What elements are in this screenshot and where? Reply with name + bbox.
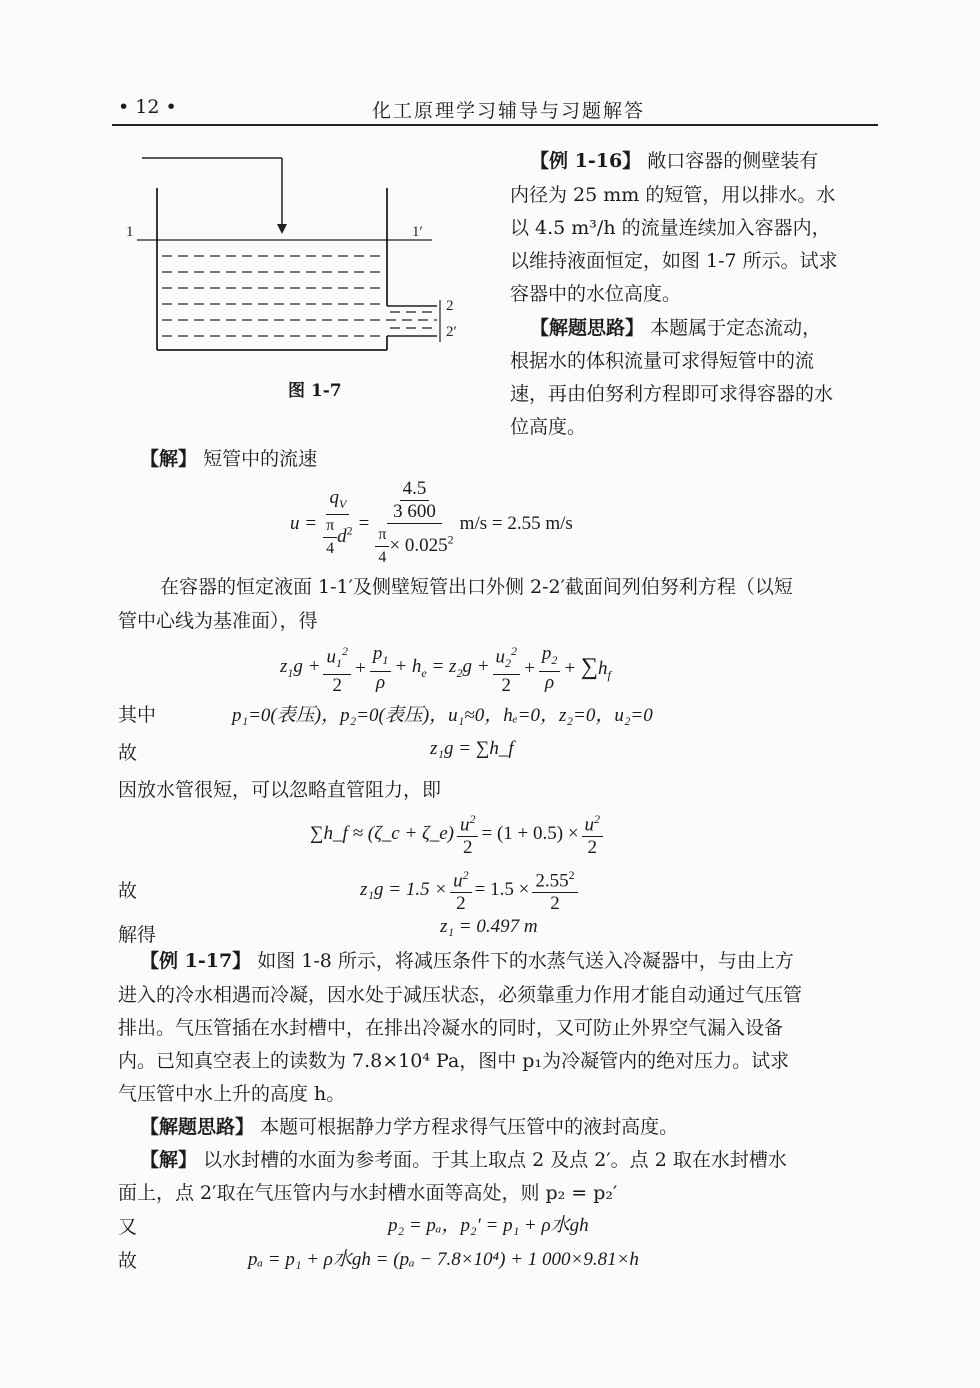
ex16-text-0: 敞口容器的侧壁装有 bbox=[647, 150, 819, 172]
den-rest: × 0.025 bbox=[389, 534, 448, 556]
bern-line-1: 管中心线为基准面），得 bbox=[118, 610, 318, 632]
ex17-idea-tag: 【解题思路】 bbox=[140, 1116, 255, 1138]
ex17-line-0 bbox=[140, 946, 794, 976]
ex16-idea-line-3: 位高度。 bbox=[510, 416, 587, 438]
eq-u: u = bbox=[290, 512, 318, 534]
val-255: 2.55 bbox=[535, 870, 569, 892]
ex16-line-1: 内径为 25 mm 的短管，用以排水。水 bbox=[510, 184, 836, 206]
ex17-line-3: 内。已知真空表上的读数为 7.8×10⁴ Pa，图中 p₁为冷凝管内的绝对压力。试求 bbox=[118, 1050, 790, 1072]
frac-numeric bbox=[372, 478, 456, 569]
den-sq: 2 bbox=[447, 532, 454, 547]
num-bottom: 3 600 bbox=[393, 501, 436, 522]
label-1-prime: 1′ bbox=[412, 224, 423, 240]
ex17-line-2: 排出。气压管插在水封槽中，在排出冷凝水的同时，又可防止外界空气漏入设备 bbox=[118, 1017, 784, 1039]
also-label: 又 bbox=[118, 1216, 138, 1238]
ex16-line-3: 以维持液面恒定，如图 1-7 所示。试求 bbox=[510, 250, 838, 272]
ex16-idea-text-0: 本题属于定态流动， bbox=[650, 317, 822, 339]
eq-hf-left: ∑h_f ≈ (ζ_c + ζ_e) bbox=[310, 822, 454, 844]
page-number: • 12 • bbox=[118, 96, 177, 118]
ex17-line-1: 进入的冷水相遇而冷凝，因水处于减压状态，必须靠重力作用才能自动通过气压管 bbox=[118, 984, 803, 1006]
ex17-idea-text: 本题可根据静力学方程求得气压管中的液封高度。 bbox=[260, 1116, 679, 1138]
ex16-idea-line-1: 根据水的体积流量可求得短管中的流 bbox=[510, 350, 815, 372]
solve-text: z₁ = 0.497 m bbox=[440, 916, 538, 937]
ex17-line-4: 气压管中水上升的高度 h。 bbox=[118, 1083, 346, 1105]
ex17-sol-text-0: 以水封槽的水面为参考面。于其上取点 2 及点 2′。点 2 取在水封槽水 bbox=[203, 1149, 787, 1171]
num-top: 4.5 bbox=[400, 478, 430, 501]
ex17-tag: 【例 1-17】 bbox=[140, 950, 252, 972]
label-2-prime: 2′ bbox=[446, 324, 457, 340]
ex17-sol-tag: 【解】 bbox=[140, 1149, 198, 1171]
ex16-sol-line bbox=[140, 444, 317, 474]
solve-label: 解得 bbox=[118, 924, 157, 946]
figure-1-7 bbox=[112, 150, 472, 370]
ex16-idea-tag: 【解题思路】 bbox=[530, 317, 645, 339]
ex16-idea-line-2: 速，再由伯努利方程即可求得容器的水 bbox=[510, 383, 834, 405]
where-text: p₁=0(表压)，p₂=0(表压)，u₁≈0，hₑ=0，z₂=0，u₂=0 bbox=[232, 705, 653, 726]
therefore-1: 故 bbox=[118, 742, 138, 764]
d-sq: 2 bbox=[346, 523, 353, 538]
ex17-text-0: 如图 1-8 所示，将减压条件下的水蒸气送入冷凝器中，与由上方 bbox=[257, 950, 794, 972]
pi-2: π bbox=[375, 524, 389, 547]
label-1: 1 bbox=[126, 224, 134, 240]
eq-result: m/s = 2.55 m/s bbox=[459, 512, 573, 534]
ex16-line-4: 容器中的水位高度。 bbox=[510, 283, 682, 305]
because-line: 因放水管很短，可以忽略直管阻力，即 bbox=[118, 779, 442, 801]
eq-z1g-num: z₁g = 1.5 × $\frac{u^2}{2}$ = 1.5 × $\frac{2.55^2}{2}$ bbox=[360, 864, 581, 915]
therefore-text: pₐ = p₁ + ρ水gh = (pₐ − 7.8×10⁴) + 1 000×9.81×h bbox=[248, 1249, 639, 1270]
ex16-line-2: 以 4.5 m³/h 的流量连续加入容器内， bbox=[510, 217, 831, 239]
pi: π bbox=[323, 515, 337, 538]
ex17-sol-line-0 bbox=[140, 1145, 787, 1175]
ex17-sol-line-1: 面上，点 2′取在气压管内与水封槽水面等高处，则 p₂ = p₂′ bbox=[118, 1182, 618, 1204]
eq-z1g: z₁g = ∑h_f bbox=[430, 738, 514, 759]
qv-sub: V bbox=[338, 496, 347, 511]
running-title: 化工原理学习辅导与习题解答 bbox=[372, 100, 646, 122]
where-label: 其中 bbox=[118, 704, 157, 726]
bern-line-0: 在容器的恒定液面 1-1′及侧壁短管出口外侧 2-2′截面间列伯努利方程（以短 bbox=[160, 576, 793, 598]
eq-z1g-mid: = 1.5 × bbox=[474, 878, 530, 900]
eq-hf: ∑h_f ≈ (ζ_c + ζ_e) $\frac{u^2}{2}$ = (1 + 0.5) × $\frac{u^2}{2}$ bbox=[310, 808, 606, 859]
eq-velocity: u = $q_V$ $\frac{\pi}{4}$ $d^2$ = $\frac{4.5}{3 600}$ $\frac{\pi}{4}$ × $0.025^2$ m/s = 2.55 m/s bbox=[290, 478, 573, 569]
also-text: p₂ = pₐ，p₂′ = p₁ + ρ水gh bbox=[388, 1215, 589, 1236]
d: d bbox=[337, 526, 347, 548]
ex16-idea-line-0 bbox=[530, 313, 821, 343]
ex16-sol-tag: 【解】 bbox=[140, 448, 198, 470]
figure-caption: 图 1-7 bbox=[288, 381, 342, 401]
header-rule bbox=[112, 124, 878, 126]
eq-z1g-left: z₁g = 1.5 × bbox=[360, 878, 448, 900]
ex17-idea-line bbox=[140, 1112, 678, 1142]
four-2: 4 bbox=[378, 549, 387, 566]
ex16-tag: 【例 1-16】 bbox=[530, 150, 642, 172]
eq-bernoulli: $z_1g$ + $\frac{u_1^2}{2}$ + $\frac{p_1}{\rho}$ + $h_e = z_2g$ + $\frac{u_2^2}{2}$ + $\frac{p_2}{\rho}$ + $\sum h_f$ bbox=[280, 640, 611, 697]
therefore-2: 故 bbox=[118, 880, 138, 902]
eq-hf-mid: = (1 + 0.5) × bbox=[481, 822, 579, 844]
four: 4 bbox=[326, 540, 335, 558]
ex16-line-0 bbox=[530, 146, 818, 176]
frac-qv bbox=[320, 487, 356, 561]
therefore-label: 故 bbox=[118, 1250, 138, 1272]
ex16-sol-intro: 短管中的流速 bbox=[203, 448, 318, 470]
label-2: 2 bbox=[446, 298, 454, 314]
qv: q bbox=[329, 486, 339, 508]
